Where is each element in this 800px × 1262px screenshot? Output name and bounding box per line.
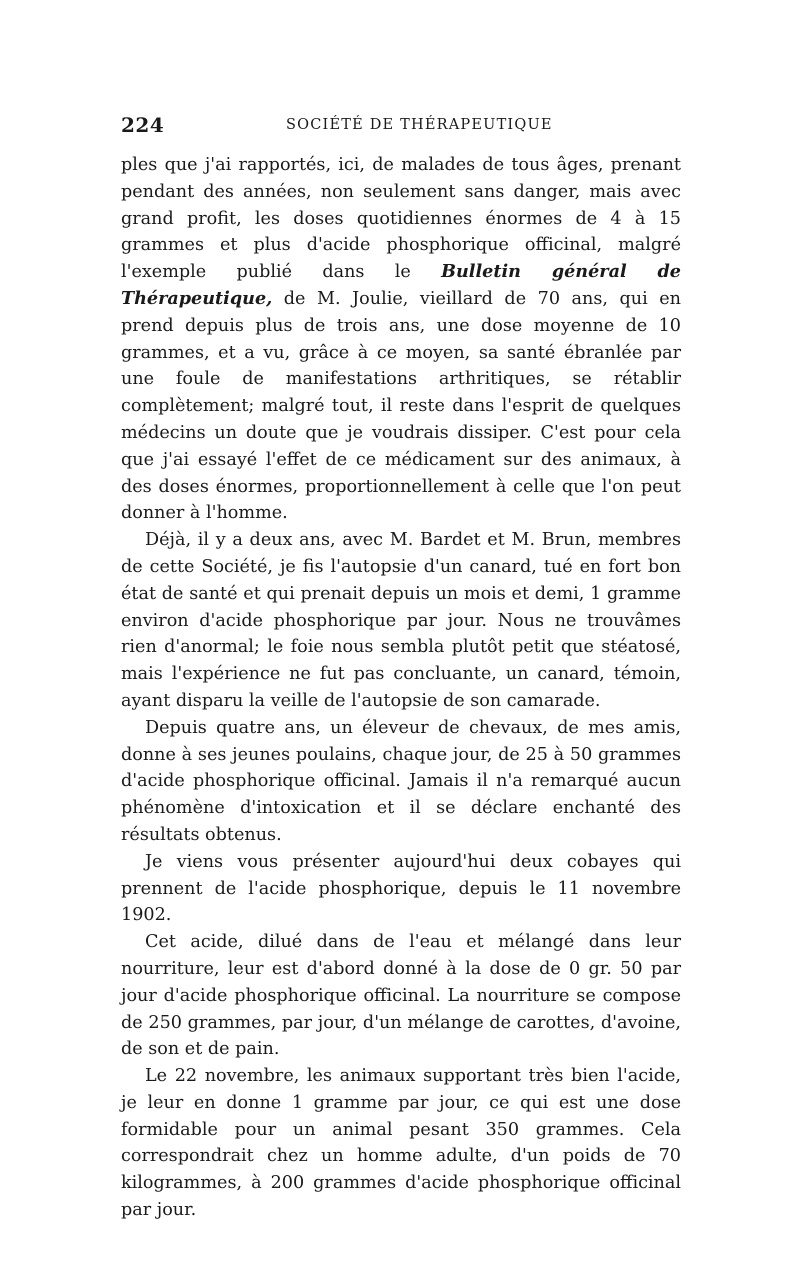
page-number: 224 — [121, 113, 165, 137]
paragraph-guinea-pigs: Je viens vous présenter aujourd'hui deux cobayes qui prennent de l'acide phosphorique, depuis le 11 novembre 1902. — [121, 851, 681, 926]
paragraph-continuation — [121, 152, 681, 527]
paragraph-dose-increase: Le 22 novembre, les animaux supportant très bien l'acide, je leur en donne 1 gramme par jour, ce qui est une dose formidable pour un animal pesant 350 grammes. Cela correspondrait chez un homme adulte, d'un poids de 70 kilogrammes, à 200 grammes d'acide phosphorique officinal par jour. — [121, 1066, 681, 1221]
paragraph-text: de M. Joulie, vieillard de 70 ans, qui en prend depuis plus de trois ans, une dose moyenne de 10 grammes, et a vu, grâce à ce moyen, sa santé ébranlée par une foule de manifestations arthritiques, se rétablir complètement; malgré tout, il reste dans l'esprit de quelques médecins un doute que je voudrais dissiper. C'est pour cela que j'ai essayé l'effet de ce médicament sur des animaux, à des doses énormes, proportionnellement à celle que l'on peut donner à l'homme. — [121, 288, 681, 524]
running-title: SOCIÉTÉ DE THÉRAPEUTIQUE — [286, 117, 553, 133]
page-header — [121, 113, 681, 143]
paragraph-text: ples que j'ai rapportés, ici, de malades de tous âges, prenant pendant des années, non seulement sans danger, mais avec grand profit, les doses quotidiennes énormes de 4 à 15 grammes et plus d'acide phosphorique officinal, malgré l'exemple publié dans le — [121, 155, 681, 283]
paragraph-dilution: Cet acide, dilué dans de l'eau et mélangé dans leur nourriture, leur est d'abord donné à la dose de 0 gr. 50 par jour d'acide phosphorique officinal. La nourriture se compose de 250 grammes, par jour, d'un mélange de carottes, d'avoine, de son et de pain. — [121, 932, 681, 1060]
paragraph-duck-autopsy: Déjà, il y a deux ans, avec M. Bardet et M. Brun, membres de cette Société, je fis l'autopsie d'un canard, tué en fort bon état de santé et qui prenait depuis un mois et demi, 1 gramme environ d'acide phosphorique par jour. Nous ne trouvâmes rien d'anormal; le foie nous sembla plutôt petit que stéatosé, mais l'expérience ne fut pas concluante, un canard, témoin, ayant disparu la veille de l'autopsie de son camarade. — [121, 530, 681, 711]
paragraph-horse-breeder: Depuis quatre ans, un éleveur de chevaux, de mes amis, donne à ses jeunes poulains, chaque jour, de 25 à 50 grammes d'acide phosphorique officinal. Jamais il n'a remarqué aucun phénomène d'intoxication et il se déclare enchanté des résultats obtenus. — [121, 717, 681, 845]
body-text — [121, 152, 681, 1224]
journal-title: Bulletin général de Thérapeutique, — [121, 261, 681, 309]
